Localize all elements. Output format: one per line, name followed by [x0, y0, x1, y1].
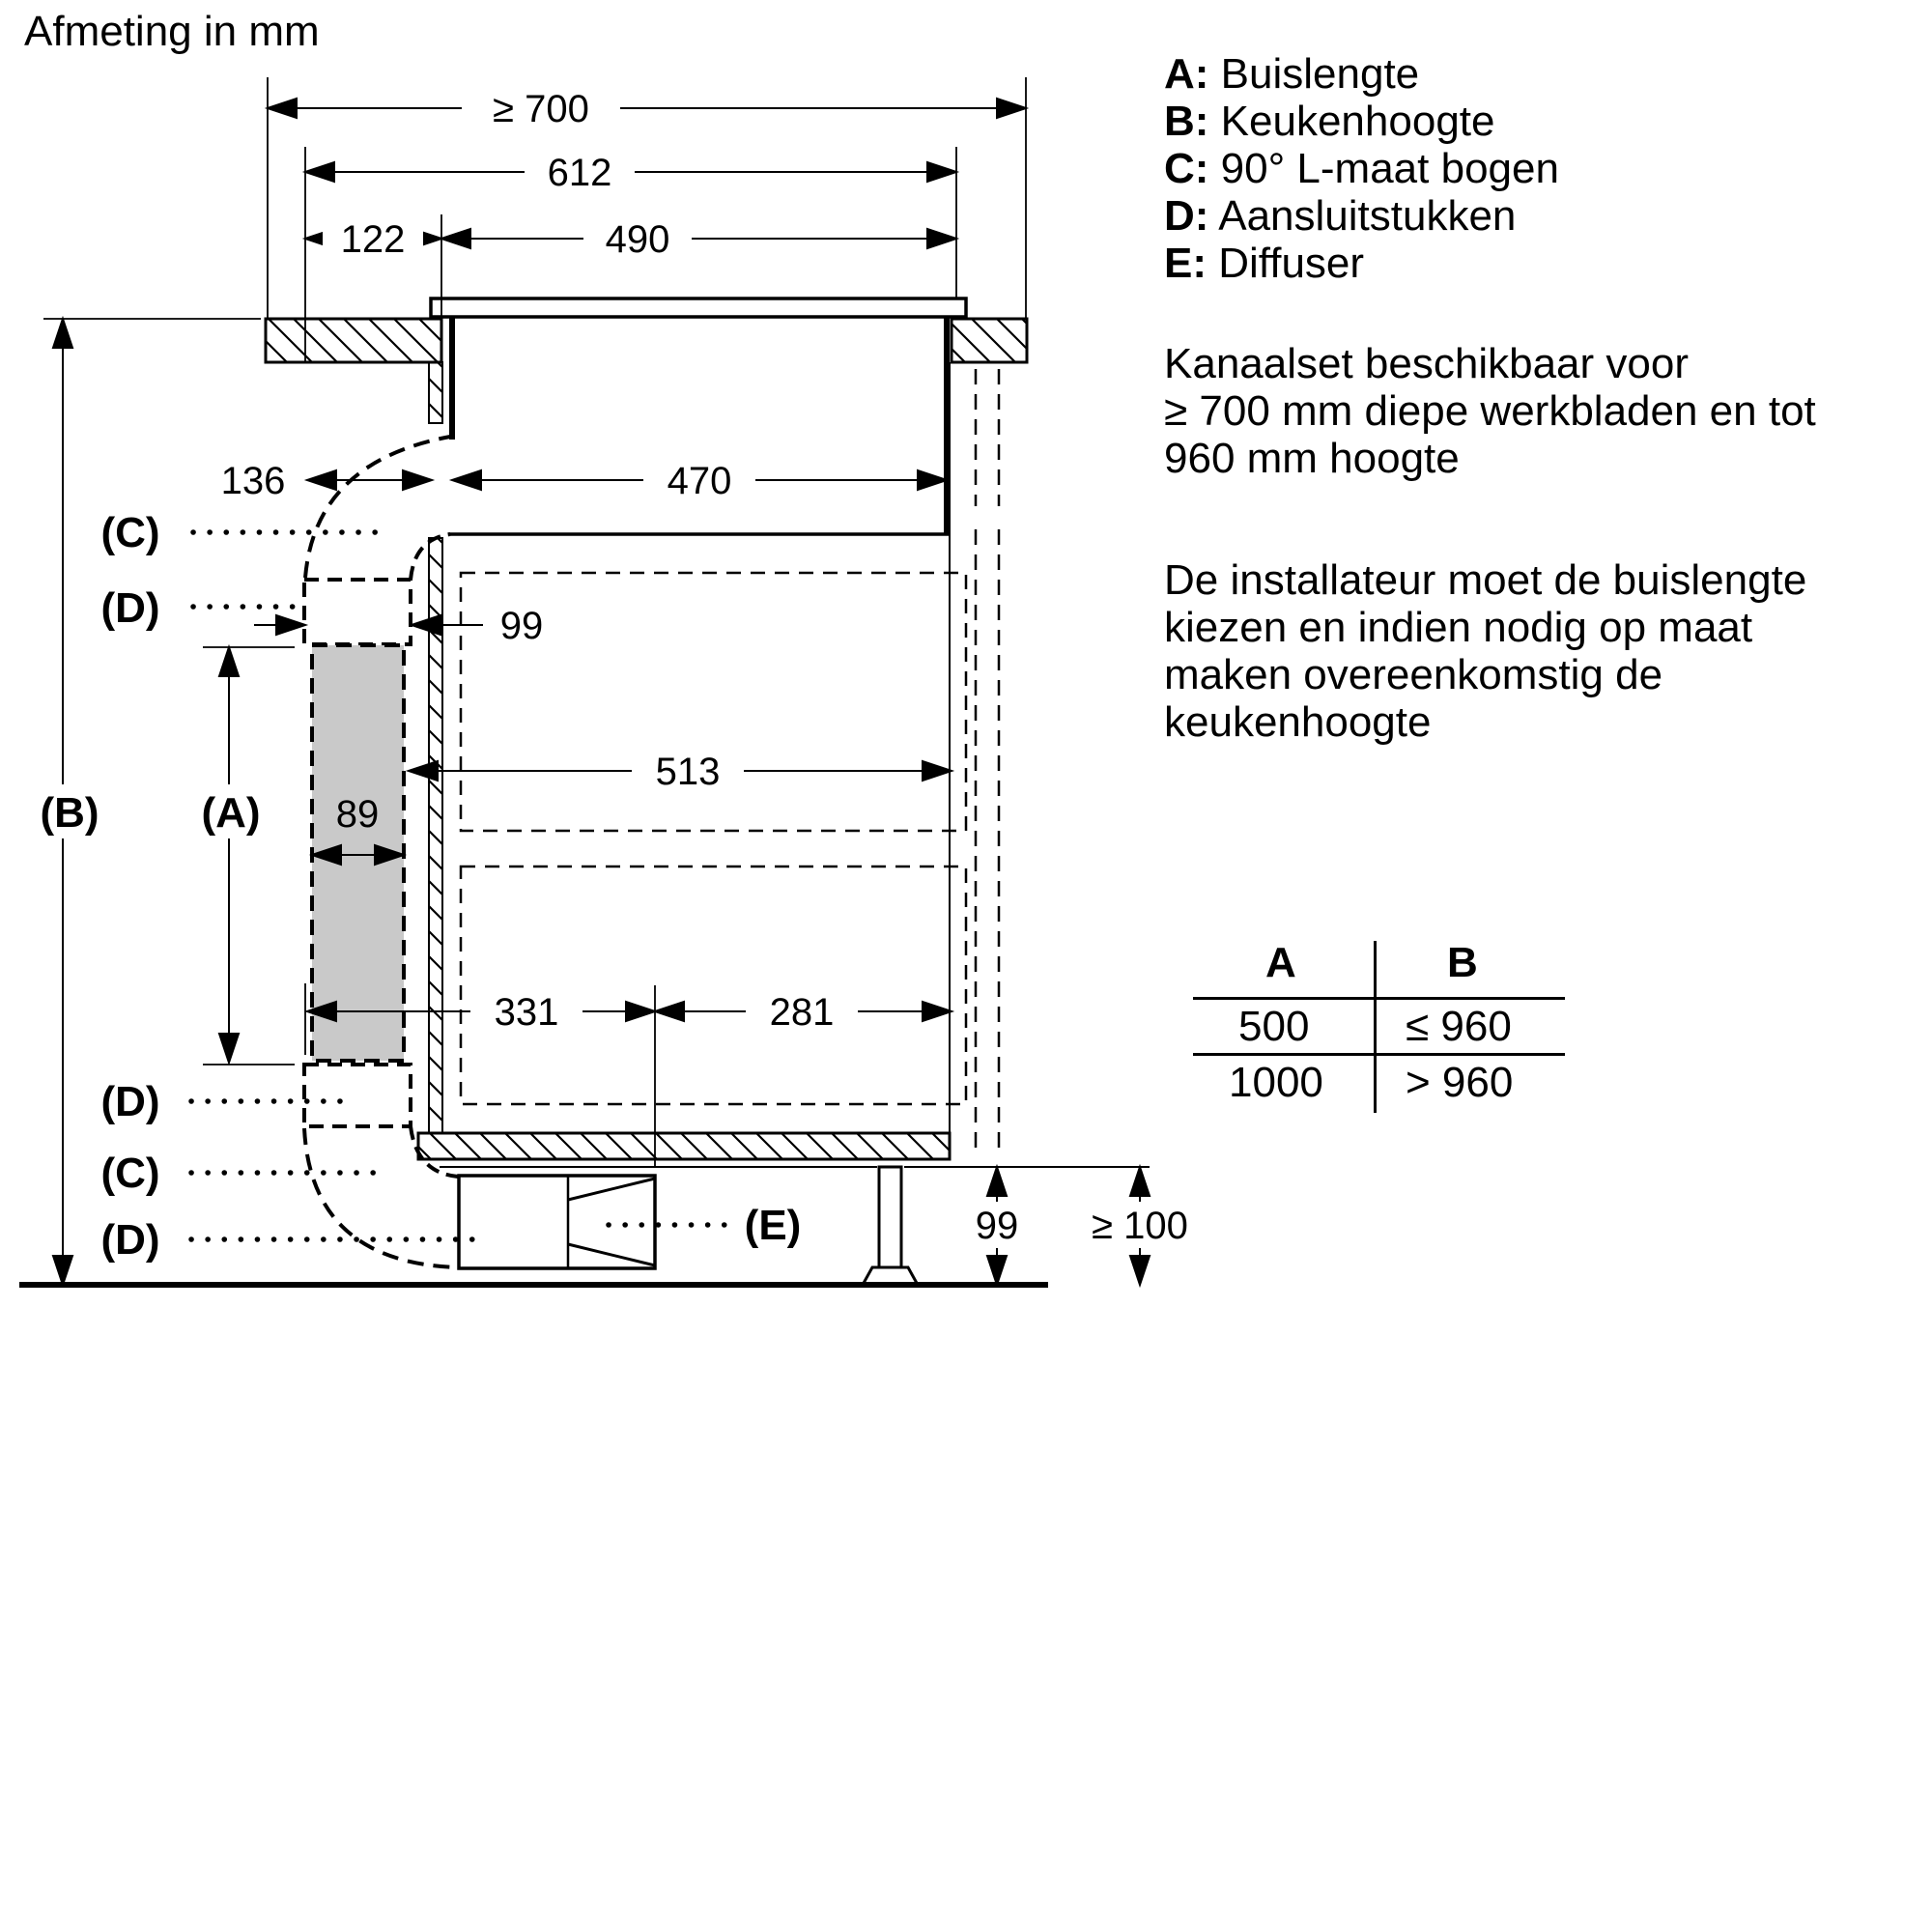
diffuser-box: [459, 1176, 655, 1268]
cabinet-leg: [879, 1167, 901, 1268]
callout-b: (B): [40, 789, 99, 837]
dim-duct-width: 89: [335, 793, 380, 836]
legend-key-c: C:: [1164, 145, 1209, 192]
dim-cabinet-inner: 513: [655, 751, 721, 793]
dim-duct-offset: 99: [499, 605, 544, 647]
note-availability-line3: 960 mm hoogte: [1164, 435, 1460, 482]
table-row-divider: [1193, 1053, 1565, 1056]
callout-e: (E): [744, 1202, 802, 1249]
note-installer-line2: kiezen en indien nodig op maat: [1164, 604, 1753, 651]
legend: [1164, 50, 1559, 287]
table-cell-a1: 500: [1238, 1003, 1310, 1050]
callout-d-lower: (D): [100, 1216, 160, 1264]
page-title: Afmeting in mm: [24, 8, 320, 55]
callout-c-lower: (C): [100, 1150, 160, 1197]
dim-bottom-right: 281: [769, 991, 835, 1034]
legend-key-b: B:: [1164, 98, 1209, 145]
legend-label-c: 90° L-maat bogen: [1220, 145, 1559, 192]
table-header-a: A: [1265, 939, 1296, 986]
table-header-b: B: [1447, 939, 1478, 986]
note-availability: [1164, 340, 1816, 482]
legend-key-e: E:: [1164, 240, 1207, 287]
callout-d-mid: (D): [100, 1078, 160, 1125]
duct-connector-lower: [304, 1065, 411, 1126]
dim-bottom-left: 331: [494, 991, 559, 1034]
worktop-right-section: [952, 319, 1027, 362]
note-installer: [1164, 556, 1806, 746]
note-installer-line3: maken overeenkomstig de: [1164, 651, 1663, 698]
note-availability-line1: Kanaalset beschikbaar voor: [1164, 340, 1689, 387]
dim-front-gap: 122: [340, 218, 406, 261]
dim-plenum-width: 470: [667, 460, 732, 502]
callout-c-upper: (C): [100, 509, 160, 556]
legend-item-b: [1164, 98, 1559, 145]
dim-duct-front: 136: [220, 460, 286, 502]
legend-label-e: Diffuser: [1218, 240, 1365, 287]
table-divider: [1193, 997, 1565, 1000]
length-height-table: [1169, 929, 1575, 1113]
table-cell-a2: 1000: [1229, 1059, 1323, 1106]
legend-item-e: [1164, 240, 1559, 287]
callout-d-upper: (D): [100, 584, 160, 632]
dim-floor-clearance: ≥ 100: [1092, 1205, 1188, 1247]
dim-hob-width: 612: [547, 152, 612, 194]
legend-key-d: D:: [1164, 192, 1209, 240]
legend-item-a: [1164, 50, 1559, 98]
legend-item-d: [1164, 192, 1559, 240]
worktop-left-section: [266, 319, 441, 362]
duct-connector-upper: [304, 580, 411, 644]
table-cell-b2: > 960: [1406, 1059, 1514, 1106]
cabinet-bottom-shelf: [418, 1133, 950, 1159]
dim-plinth-height: 99: [975, 1205, 1019, 1247]
legend-label-a: Buislengte: [1220, 50, 1420, 98]
note-installer-line4: keukenhoogte: [1164, 698, 1432, 746]
dimension-lines: [53, 99, 1150, 1285]
table-cell-b1: ≤ 960: [1406, 1003, 1512, 1050]
note-installer-line1: De installateur moet de buislengte: [1164, 556, 1807, 604]
table-column-divider: [1374, 941, 1377, 1113]
legend-label-b: Keukenhoogte: [1220, 98, 1495, 145]
panel-strip-upper: [429, 362, 442, 423]
callout-a: (A): [201, 789, 261, 837]
legend-label-d: Aansluitstukken: [1218, 192, 1517, 240]
dim-worktop-depth: ≥ 700: [493, 88, 589, 130]
note-availability-line2: ≥ 700 mm diepe werkbladen en tot: [1164, 387, 1816, 435]
hob-glass-top: [431, 298, 966, 317]
legend-item-c: [1164, 145, 1559, 192]
dim-cutout-width: 490: [605, 218, 670, 261]
legend-key-a: A:: [1164, 50, 1209, 98]
